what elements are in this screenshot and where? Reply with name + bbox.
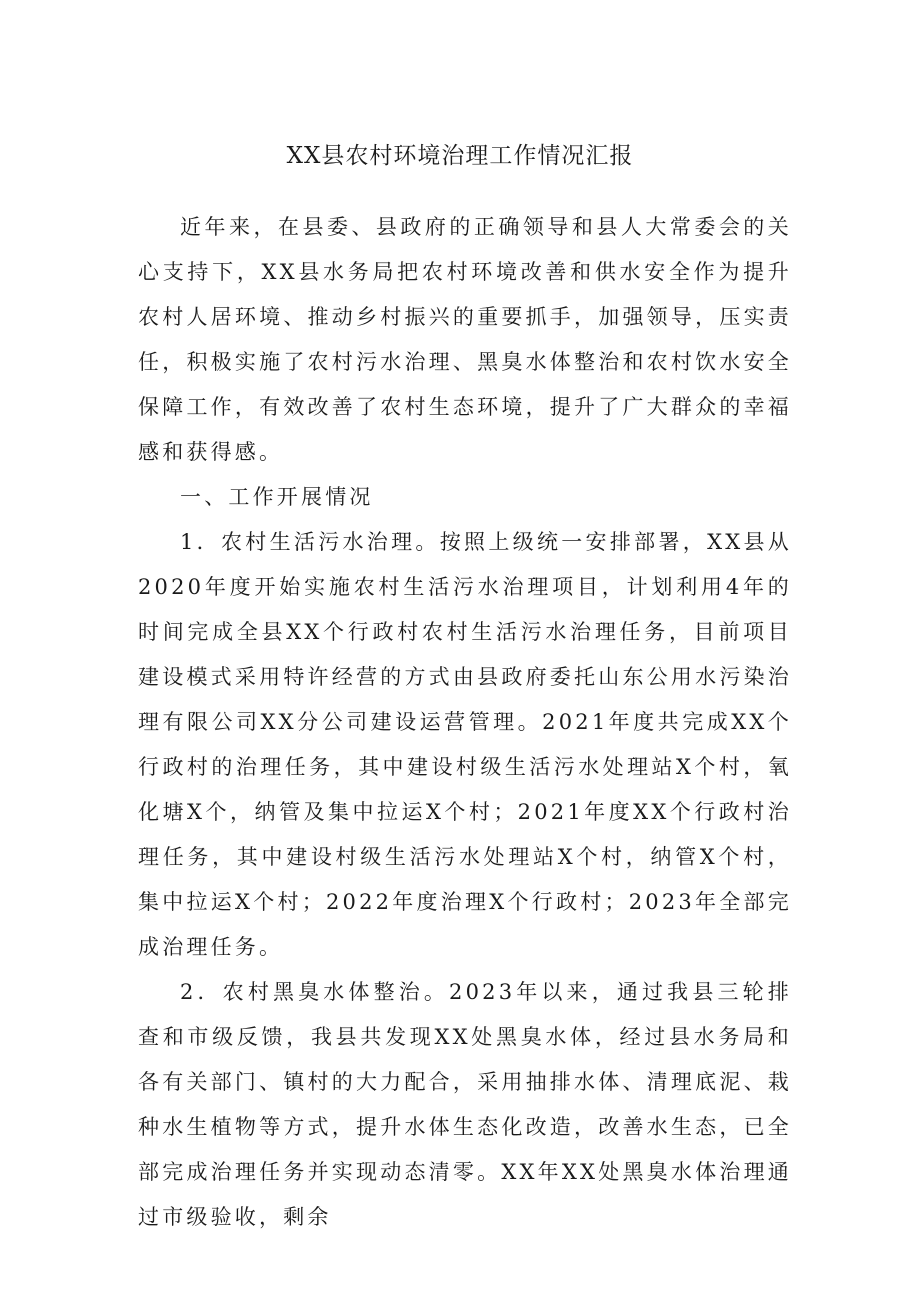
document-body [138,205,792,1240]
paragraph-intro: 近年来，在县委、县政府的正确领导和县人大常委会的关心支持下，XX县水务局把农村环境改善和供水安全作为提升农村人居环境、推动乡村振兴的重要抓手，加强领导，压实责任，积极实施了农村污水治理、黑臭水体整治和农村饮水安全保障工作，有效改善了农村生态环境，提升了广大群众的幸福感和获得感。 [138,215,792,464]
paragraph-sewage-treatment: 1．农村生活污水治理。按照上级统一安排部署，XX县从2020年度开始实施农村生活污水治理项目，计划利用4年的时间完成全县XX个行政村农村生活污水治理任务，目前项目建设模式采用特许经营的方式由县政府委托山东公用水污染治理有限公司XX分公司建设运营管理。2021年度共完成XX个行政村的治理任务，其中建设村级生活污水处理站X个村，氧化塘X个，纳管及集中拉运X个村；2021年度XX个行政村治理任务，其中建设村级生活污水处理站X个村，纳管X个村，集中拉运X个村；2022年度治理X个行政村；2023年全部完成治理任务。 [138,530,792,959]
section-heading-work-progress: 一、工作开展情况 [180,485,374,509]
paragraph-black-odorous-water: 2．农村黑臭水体整治。2023年以来，通过我县三轮排查和市级反馈，我县共发现XX处黑臭水体，经过县水务局和各有关部门、镇村的大力配合，采用抽排水体、清理底泥、栽种水生植物等方式，提升水体生态化改造，改善水生态，已全部完成治理任务并实现动态清零。XX年XX处黑臭水体治理通过市级验收，剩余 [138,980,792,1229]
document-title: XX县农村环境治理工作情况汇报 [286,143,634,169]
